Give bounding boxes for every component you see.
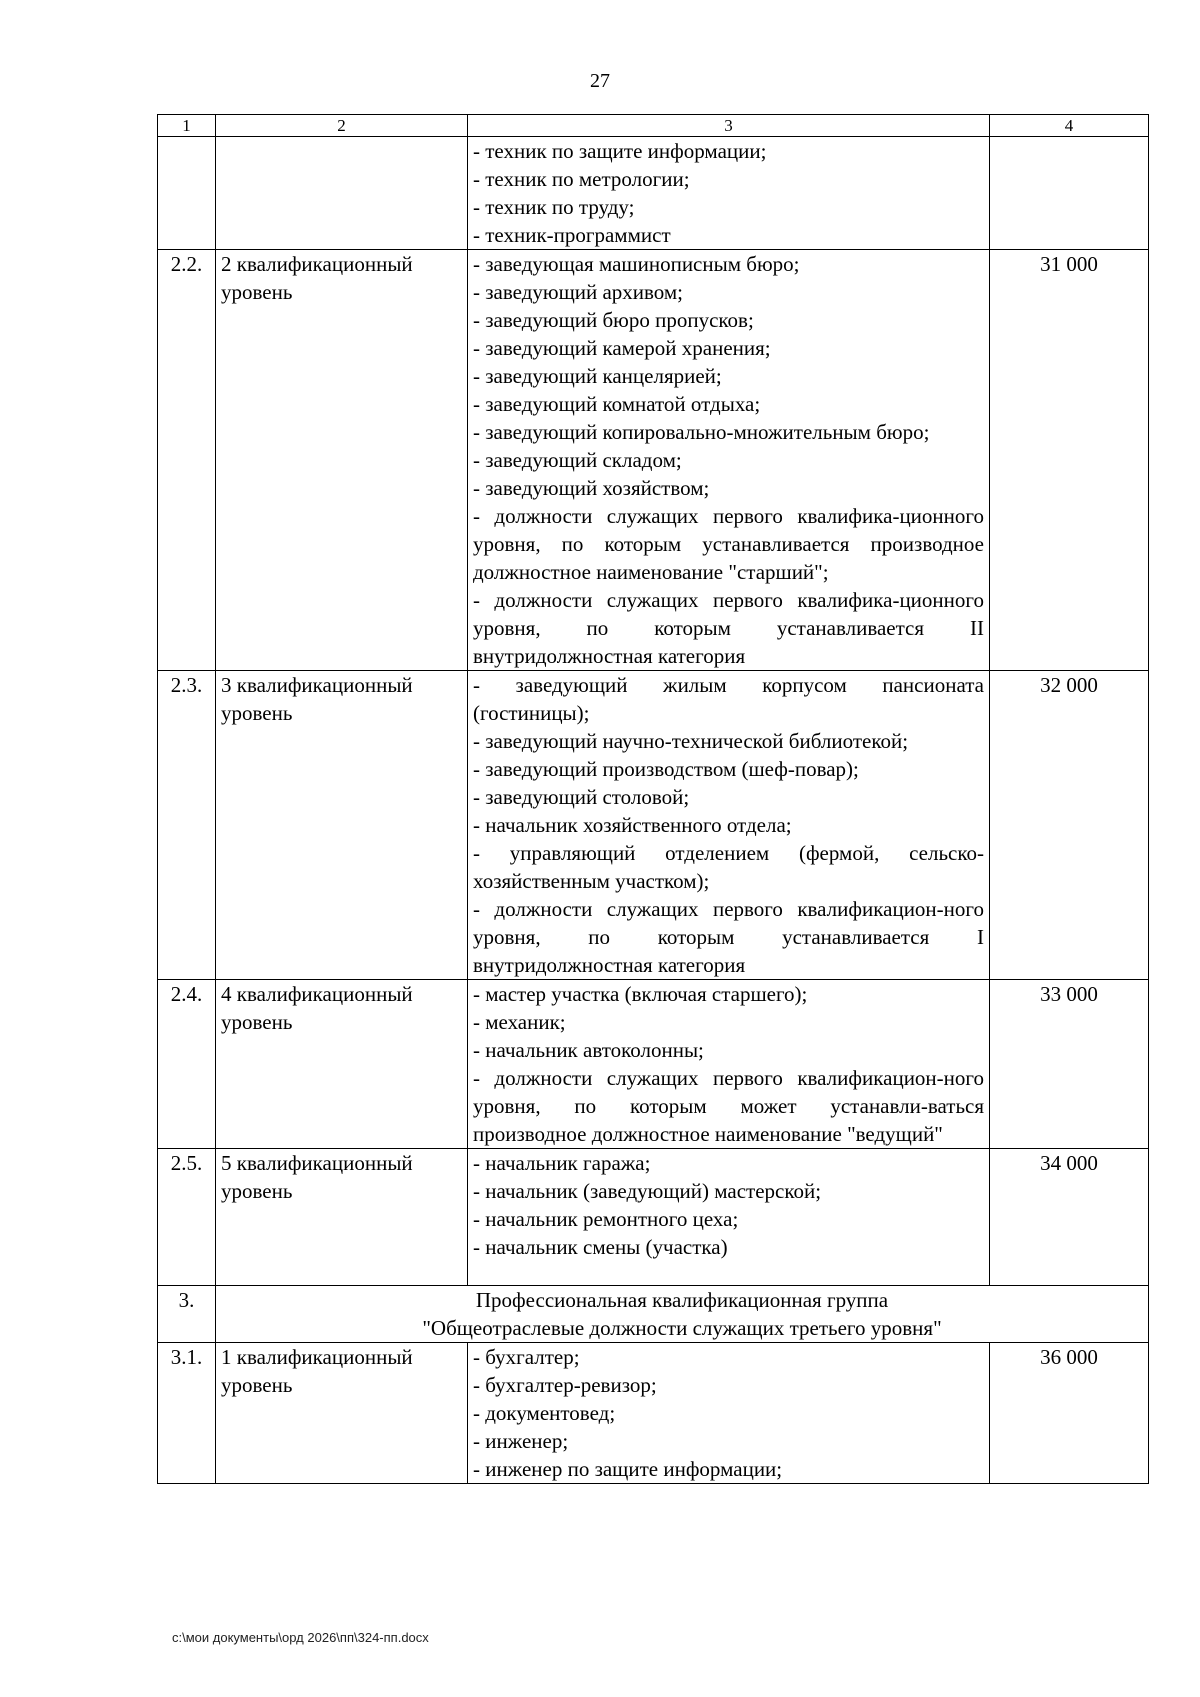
position-item: - должности служащих первого квалифика-ционного уровня, по которым устанавливается II внутридолжностная категория <box>473 588 984 668</box>
position-item: - управляющий отделением (фермой, сельско-хозяйственным участком); <box>473 841 984 893</box>
row-number <box>158 137 216 250</box>
table-row <box>158 250 1149 671</box>
position-item: - инженер по защите информации; <box>473 1457 783 1481</box>
table-row <box>158 137 1149 250</box>
position-item: - заведующий научно-технической библиотекой; <box>473 729 909 753</box>
position-item: - начальник гаража; <box>473 1151 651 1175</box>
position-item: - заведующий производством (шеф-повар); <box>473 757 859 781</box>
position-item: - заведующий канцелярией; <box>473 364 722 388</box>
group-heading-row <box>158 1286 1149 1343</box>
positions-list <box>468 250 990 671</box>
salary-table <box>157 114 1149 1484</box>
table-row <box>158 980 1149 1149</box>
position-item: - заведующий комнатой отдыха; <box>473 392 761 416</box>
table-header-row <box>158 115 1149 137</box>
qualification-level: 3 квалификационный уровень <box>216 671 468 980</box>
position-item: - заведующий камерой хранения; <box>473 336 771 360</box>
positions-list <box>468 137 990 250</box>
salary-amount: 33 000 <box>990 980 1149 1149</box>
position-item: - должности служащих первого квалификацион-ного уровня, по которым устанавливается I внутридолжностная категория <box>473 897 984 977</box>
position-item: - заведующая машинописным бюро; <box>473 252 800 276</box>
salary-amount <box>990 137 1149 250</box>
position-item: - заведующий бюро пропусков; <box>473 308 754 332</box>
position-item: - начальник ремонтного цеха; <box>473 1207 739 1231</box>
row-number: 2.3. <box>158 671 216 980</box>
qualification-level: 4 квалификационный уровень <box>216 980 468 1149</box>
qualification-level: 5 квалификационный уровень <box>216 1149 468 1286</box>
qualification-level: 2 квалификационный уровень <box>216 250 468 671</box>
column-header-4: 4 <box>990 115 1149 137</box>
position-item: - начальник (заведующий) мастерской; <box>473 1179 822 1203</box>
position-item: - начальник смены (участка) <box>473 1235 728 1259</box>
table-row <box>158 1343 1149 1484</box>
position-item: - документовед; <box>473 1401 616 1425</box>
row-number: 2.4. <box>158 980 216 1149</box>
table-row <box>158 671 1149 980</box>
page-number: 27 <box>590 70 610 92</box>
row-number: 2.5. <box>158 1149 216 1286</box>
position-item: - бухгалтер-ревизор; <box>473 1373 657 1397</box>
position-item: - техник по труду; <box>473 195 635 219</box>
group-heading <box>216 1286 1149 1343</box>
qualification-level <box>216 137 468 250</box>
group-title: Профессиональная квалификационная группа <box>475 1288 889 1312</box>
positions-list <box>468 980 990 1149</box>
position-item: - техник по метрологии; <box>473 167 690 191</box>
group-number: 3. <box>158 1286 216 1343</box>
position-item: - начальник автоколонны; <box>473 1038 704 1062</box>
row-number: 3.1. <box>158 1343 216 1484</box>
position-item: - механик; <box>473 1010 566 1034</box>
footer-file-path: c:\мои документы\орд 2026\пп\324-пп.docx <box>172 1630 429 1645</box>
position-item: - должности служащих первого квалифика-ционного уровня, по которым устанавливается производное должностное наименование "старший"; <box>473 504 984 584</box>
position-item: - техник по защите информации; <box>473 139 767 163</box>
column-header-3: 3 <box>468 115 990 137</box>
salary-amount: 34 000 <box>990 1149 1149 1286</box>
position-item: - заведующий жилым корпусом пансионата (гостиницы); <box>473 673 984 725</box>
position-item: - заведующий архивом; <box>473 280 684 304</box>
positions-list <box>468 1149 990 1286</box>
position-item: - заведующий столовой; <box>473 785 690 809</box>
salary-amount: 31 000 <box>990 250 1149 671</box>
salary-amount: 36 000 <box>990 1343 1149 1484</box>
row-number: 2.2. <box>158 250 216 671</box>
position-item: - мастер участка (включая старшего); <box>473 982 808 1006</box>
position-item: - инженер; <box>473 1429 569 1453</box>
position-item: - заведующий складом; <box>473 448 682 472</box>
position-item: - начальник хозяйственного отдела; <box>473 813 792 837</box>
column-header-2: 2 <box>216 115 468 137</box>
position-item: - заведующий хозяйством; <box>473 476 710 500</box>
positions-list <box>468 671 990 980</box>
position-item: - техник-программист <box>473 223 671 247</box>
table-row <box>158 1149 1149 1286</box>
column-header-1: 1 <box>158 115 216 137</box>
group-name: "Общеотраслевые должности служащих третьего уровня" <box>422 1316 942 1340</box>
salary-amount: 32 000 <box>990 671 1149 980</box>
positions-list <box>468 1343 990 1484</box>
qualification-level: 1 квалификационный уровень <box>216 1343 468 1484</box>
position-item: - заведующий копировально-множительным бюро; <box>473 420 930 444</box>
position-item: - должности служащих первого квалификацион-ного уровня, по которым может устанавли-ваться производное должностное наименование "ведущий" <box>473 1066 984 1146</box>
position-item: - бухгалтер; <box>473 1345 580 1369</box>
